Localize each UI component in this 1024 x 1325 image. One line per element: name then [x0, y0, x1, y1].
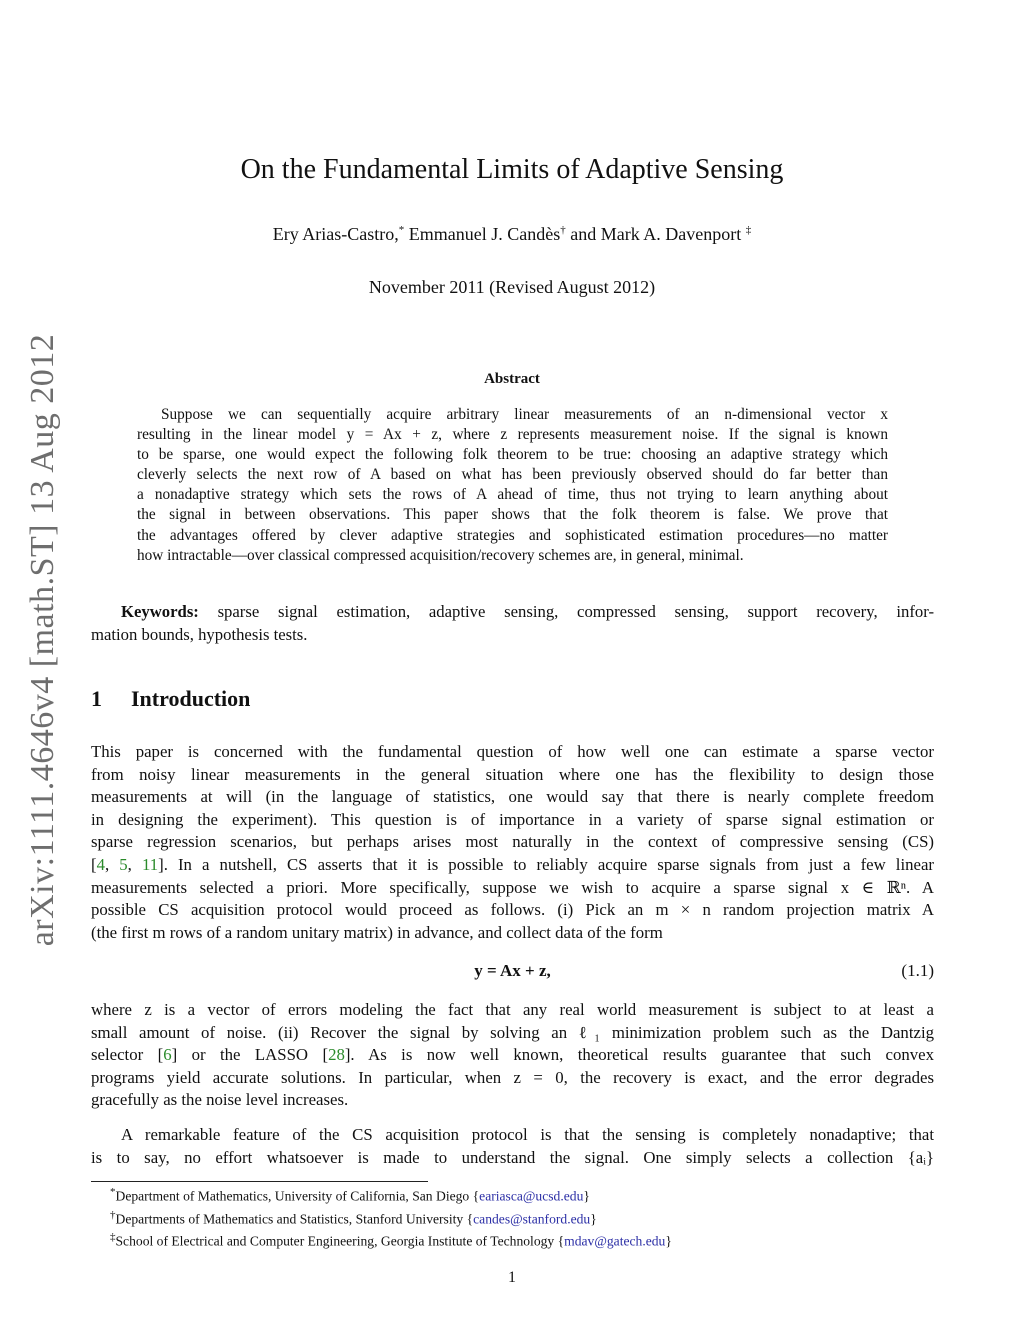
keywords-label: Keywords: — [121, 602, 199, 621]
paragraph-line: from noisy linear measurements in the general situation where one has the flexibility to design those — [91, 764, 934, 784]
paper-date: November 2011 (Revised August 2012) — [368, 277, 656, 297]
email-link[interactable]: mdav@gatech.edu — [564, 1234, 666, 1249]
author-2: Emmanuel J. Candès — [408, 224, 561, 244]
abstract-line: resulting in the linear model y = Ax + z, where z represents measurement noise. If the signal is known — [137, 426, 888, 444]
author-2-mark: † — [560, 224, 566, 236]
paragraph-line: [4, 5, 11]. In a nutshell, CS asserts that it is possible to reliably acquire sparse signals from just a few linear — [91, 854, 935, 874]
paragraph-line: small amount of noise. (ii) Recover the signal by solving an ℓ₁ minimization problem such as the Dantzig — [91, 1022, 934, 1042]
paragraph-line: gracefully as the noise level increases. — [91, 1090, 349, 1110]
paragraph-line: in designing the experiment). This question is of importance in a variety of sparse signal estimation or — [91, 809, 934, 829]
paragraph-line: programs yield accurate solutions. In particular, when z = 0, the recovery is exact, and the error degrades — [91, 1067, 934, 1087]
paragraph-line: selector [6] or the LASSO [28]. As is now well known, theoretical results guarantee that such convex — [91, 1045, 935, 1065]
intro-paragraph-1 — [91, 741, 934, 944]
author-1-mark: * — [398, 224, 405, 236]
paragraph-line: measurements selected a priori. More specifically, suppose we wish to acquire a sparse signal x ∈ ℝⁿ. A — [91, 877, 934, 897]
footnotes — [110, 1183, 672, 1251]
intro-paragraph-3 — [91, 1124, 934, 1169]
abstract-line: to be sparse, one would expect the following folk theorem to be true: choosing an adaptive strategy which — [137, 446, 888, 464]
citation-link[interactable]: 11 — [141, 854, 159, 874]
citation-link[interactable]: 6 — [163, 1045, 172, 1065]
paragraph-line: possible CS acquisition protocol would proceed as follows. (i) Pick an m × n random projection matrix A — [91, 900, 934, 920]
footnote-2: †Departments of Mathematics and Statistics, Stanford University {candes@stanford.edu} — [110, 1208, 597, 1227]
abstract-line: cleverly selects the next row of A based on what has been previously observed should do far better than — [137, 466, 888, 484]
paragraph-line: (the first m rows of a random unitary matrix) in advance, and collect data of the form — [91, 922, 663, 942]
email-link[interactable]: candes@stanford.edu — [473, 1211, 591, 1227]
author-1: Ery Arias-Castro, — [272, 224, 399, 244]
intro-paragraph-2 — [91, 999, 934, 1112]
keywords — [91, 600, 934, 646]
abstract-body — [137, 405, 888, 566]
abstract-line: Suppose we can sequentially acquire arbitrary linear measurements of an n-dimensional vector x — [161, 406, 888, 423]
paragraph-line: A remarkable feature of the CS acquisition protocol is that the sensing is completely nonadaptive; that — [121, 1125, 934, 1144]
footnote-rule — [91, 1181, 428, 1182]
citation-link[interactable]: 4 — [96, 854, 105, 874]
keywords-text-cont: mation bounds, hypothesis tests. — [91, 625, 308, 644]
citation-link[interactable]: 28 — [328, 1045, 345, 1065]
equation-label: (1.1) — [901, 961, 934, 980]
abstract-line: how intractable—over classical compressed acquisition/recovery schemes are, in general, minimal. — [137, 546, 744, 564]
equation-body: y = Ax + z, — [474, 961, 551, 980]
keywords-text: sparse signal estimation, adaptive sensing, compressed sensing, support recovery, infor- — [198, 602, 934, 621]
footnote-3: ‡School of Electrical and Computer Engineering, Georgia Institute of Technology {mdav@gatech.edu} — [110, 1231, 672, 1249]
arxiv-identifier: arXiv:1111.4646v4 [math.ST] 13 Aug 2012 — [24, 333, 61, 947]
footnote-1: *Department of Mathematics, University of California, San Diego {eariasca@ucsd.edu} — [110, 1186, 590, 1204]
page-number: 1 — [508, 1269, 516, 1286]
abstract-line: a nonadaptive strategy which sets the rows of A ahead of time, thus not trying to learn anything about — [137, 486, 888, 504]
section-number: 1 — [91, 686, 102, 711]
abstract-heading: Abstract — [484, 371, 540, 387]
abstract-line: the signal in between observations. This paper shows that the folk theorem is false. We prove that — [137, 506, 888, 524]
author-3: Mark A. Davenport — [600, 224, 742, 244]
section-heading — [91, 686, 250, 712]
paragraph-line: sparse regression scenarios, but perhaps arises most naturally in the context of compressive sensing (CS) — [91, 832, 934, 852]
paragraph-line: where z is a vector of errors modeling the fact that any real world measurement is subject to at least a — [91, 1000, 934, 1019]
citation-link[interactable]: 5 — [119, 854, 128, 874]
abstract-line: the advantages offered by clever adaptive strategies and sophisticated estimation procedures—no matter — [137, 526, 888, 544]
author-3-mark: ‡ — [745, 224, 752, 236]
section-title: Introduction — [131, 686, 251, 711]
paper-title: On the Fundamental Limits of Adaptive Sensing — [240, 154, 784, 185]
paragraph-line: is to say, no effort whatsoever is made to understand the signal. One simply selects a collection {aᵢ} — [91, 1147, 934, 1167]
email-link[interactable]: eariasca@ucsd.edu — [479, 1188, 584, 1204]
paragraph-line: This paper is concerned with the fundamental question of how well one can estimate a sparse vector — [91, 742, 934, 761]
author-list: Ery Arias-Castro,* Emmanuel J. Candès† and Mark A. Davenport ‡ — [272, 224, 752, 244]
paragraph-line: measurements at will (in the language of statistics, one would say that there is nearly complete freedom — [91, 787, 934, 807]
